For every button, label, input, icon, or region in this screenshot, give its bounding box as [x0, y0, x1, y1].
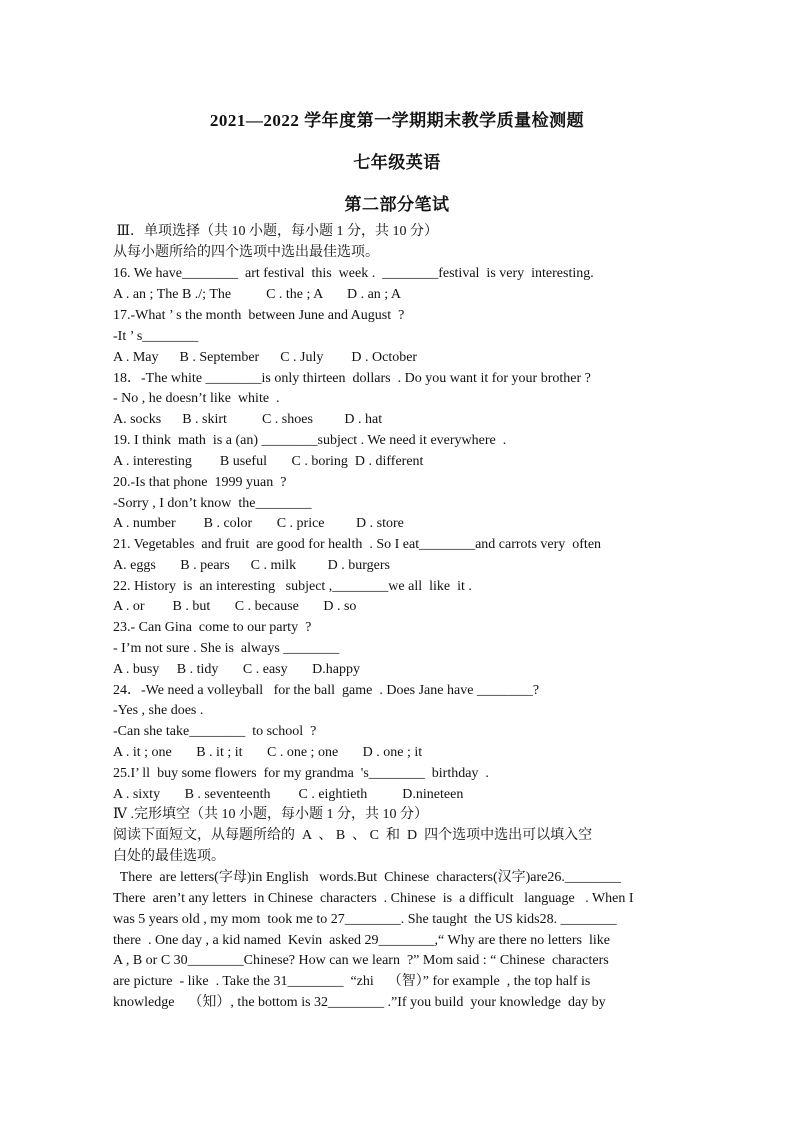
question-21-options: A. eggs B . pears C . milk D . burgers: [113, 558, 390, 573]
grade-subject-title: 七年级英语: [353, 153, 441, 172]
question-16: 16. We have________ art festival this week . ________festival is very interesting.: [113, 266, 594, 281]
question-23-response: - I’m not sure . She is always ________: [113, 641, 340, 656]
question-16-options: A . an ; The B ./; The C . the ; A D . an ; A: [113, 287, 402, 302]
question-17-response: -It ’ s________: [113, 329, 199, 344]
question-22-options: A . or B . but C . because D . so: [113, 599, 357, 614]
question-24-followup: -Can she take________ to school ?: [113, 724, 317, 739]
question-19: 19. I think math is a (an) ________subject . We need it everywhere .: [113, 433, 507, 448]
question-20-options: A . number B . color C . price D . store: [113, 516, 404, 531]
question-18: 18．-The white ________is only thirteen dollars . Do you want it for your brother ?: [113, 371, 591, 386]
question-20-response: -Sorry , I don’t know the________: [113, 496, 312, 511]
passage-line: There aren’t any letters in Chinese characters . Chinese is a difficult language . When I: [113, 891, 634, 906]
question-22: 22. History is an interesting subject ,________we all like it .: [113, 579, 472, 594]
question-24-response: -Yes , she does .: [113, 703, 204, 718]
passage-line: was 5 years old , my mom took me to 27________. She taught the US kids28. ________: [113, 912, 617, 927]
passage-line: knowledge （知）, the bottom is 32________ .”If you build your knowledge day by: [113, 995, 606, 1010]
section-3-heading: Ⅲ．单项选择（共 10 小题，每小题 1 分，共 10 分）: [113, 224, 438, 239]
section-3-instruction: 从每小题所给的四个选项中选出最佳选项。: [113, 245, 379, 260]
question-23: 23.- Can Gina come to our party ?: [113, 620, 312, 635]
question-25-options: A . sixty B . seventeenth C . eightieth D.nineteen: [113, 787, 464, 802]
question-19-options: A . interesting B useful C . boring D . different: [113, 454, 424, 469]
passage-line: are picture - like . Take the 31________ “zhi （智）” for example , the top half is: [113, 974, 591, 989]
question-20: 20.-Is that phone 1999 yuan ?: [113, 475, 287, 490]
section-4-instruction-cont: 白处的最佳选项。: [113, 849, 225, 864]
part-title: 第二部分笔试: [344, 195, 450, 214]
exam-title: 2021—2022 学年度第一学期期末教学质量检测题: [209, 111, 585, 130]
passage-line: There are letters(字母)in English words.But Chinese characters(汉字)are26.________: [113, 870, 621, 885]
question-18-response: - No , he doesn’t like white .: [113, 391, 280, 406]
section-4-instruction: 阅读下面短文，从每题所给的 A 、 B 、 C 和 D 四个选项中选出可以填入空: [113, 828, 593, 843]
section-4-heading: Ⅳ .完形填空（共 10 小题，每小题 1 分，共 10 分）: [113, 807, 428, 822]
question-18-options: A. socks B . skirt C . shoes D . hat: [113, 412, 383, 427]
passage-line: A , B or C 30________Chinese? How can we learn ?” Mom said : “ Chinese characters: [113, 953, 609, 968]
question-21: 21. Vegetables and fruit are good for health . So I eat________and carrots very often: [113, 537, 602, 552]
question-17: 17.-What ’ s the month between June and August ?: [113, 308, 405, 323]
question-25: 25.I’ ll buy some flowers for my grandma 's________ birthday .: [113, 766, 489, 781]
question-24-options: A . it ; one B . it ; it C . one ; one D . one ; it: [113, 745, 423, 760]
question-17-options: A . May B . September C . July D . October: [113, 350, 418, 365]
question-24: 24．-We need a volleyball for the ball game . Does Jane have ________?: [113, 683, 540, 698]
passage-line: there . One day , a kid named Kevin asked 29________,“ Why are there no letters like: [113, 933, 610, 948]
question-23-options: A . busy B . tidy C . easy D.happy: [113, 662, 360, 677]
